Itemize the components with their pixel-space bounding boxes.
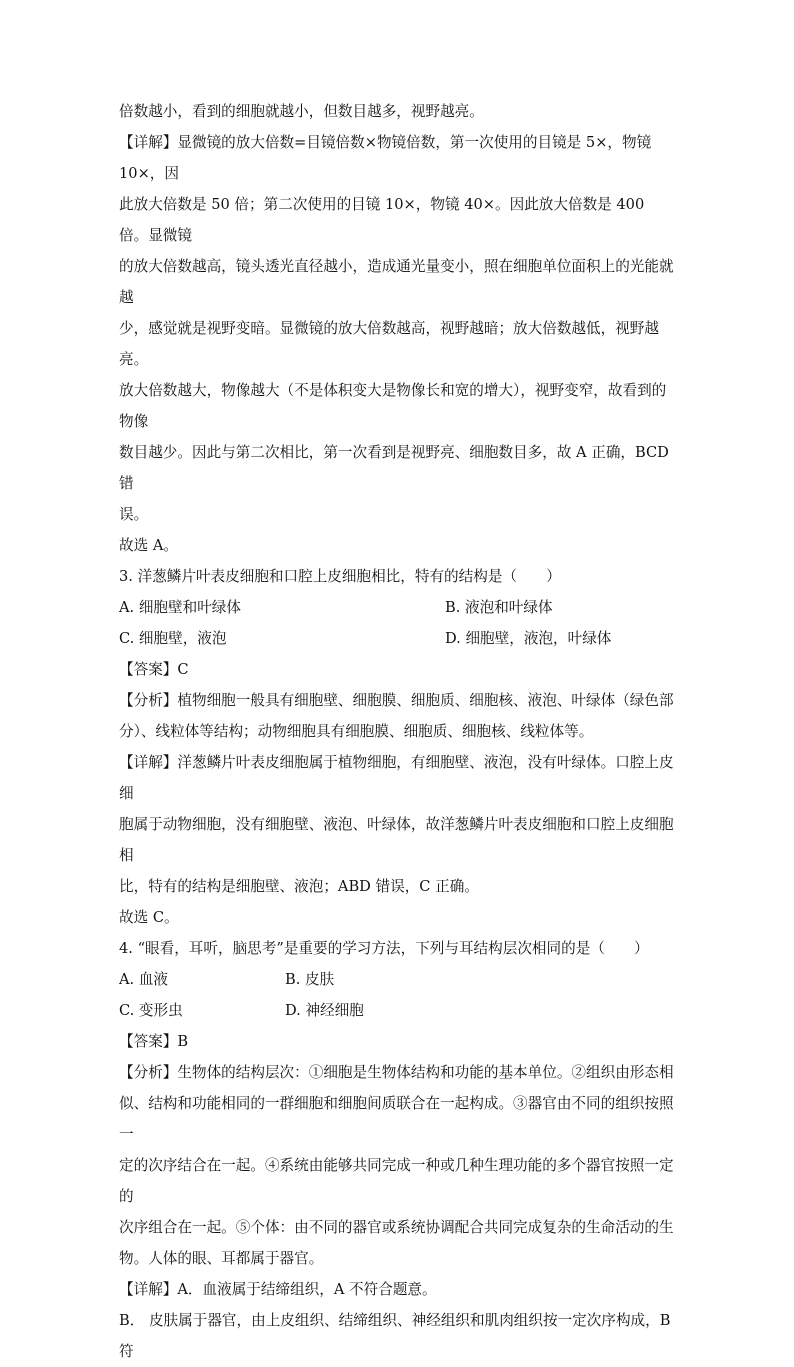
- text-line: 倍数越小，看到的细胞就越小，但数目越多，视野越亮。: [119, 103, 484, 120]
- text-line: 此放大倍数是 50 倍；第二次使用的目镜 10×，物镜 40×。因此放大倍数是 400 倍。显微镜: [119, 196, 645, 244]
- text-line: 数目越少。因此与第二次相比，第一次看到是视野亮、细胞数目多，故 A 正确，BCD 错: [119, 444, 669, 492]
- option-d: D. 神经细胞: [285, 1002, 364, 1019]
- option-c: C. 细胞壁，液泡: [119, 630, 227, 647]
- option-b: B. 皮肤: [285, 971, 335, 988]
- document-page: [119, 96, 675, 1367]
- question-4-options-row-2: [119, 995, 675, 1026]
- text-line: 【分析】生物体的结构层次：①细胞是生物体结构和功能的基本单位。②组织由形态相: [119, 1064, 674, 1081]
- text-line: 故选 A。: [119, 537, 178, 554]
- option-a: A. 细胞壁和叶绿体: [119, 599, 241, 616]
- question-3-stem: 3. 洋葱鳞片叶表皮细胞和口腔上皮细胞相比，特有的结构是（ ）: [119, 568, 561, 585]
- option-a: A. 血液: [119, 971, 169, 988]
- answer-line: 【答案】B: [119, 1033, 189, 1050]
- question-3-options-row-1: [119, 592, 675, 623]
- text-line: 放大倍数越大，物像越大（不是体积变大是物像长和宽的增大），视野变窄，故看到的物像: [119, 382, 667, 430]
- option-c: C. 变形虫: [119, 1002, 183, 1019]
- text-line: B． 皮肤属于器官，由上皮组织、结缔组织、神经组织和肌肉组织按一定次序构成，B 符: [119, 1312, 671, 1360]
- text-line: 比，特有的结构是细胞壁、液泡；ABD 错误，C 正确。: [119, 878, 479, 895]
- text-line: 【分析】植物细胞一般具有细胞壁、细胞膜、细胞质、细胞核、液泡、叶绿体（绿色部: [119, 692, 674, 709]
- option-b: B. 液泡和叶绿体: [445, 599, 553, 616]
- text-line: 【详解】显微镜的放大倍数=目镜倍数×物镜倍数，第一次使用的目镜是 5×，物镜 10×，因: [119, 134, 652, 182]
- text-line: 【详解】洋葱鳞片叶表皮细胞属于植物细胞，有细胞壁、液泡，没有叶绿体。口腔上皮细: [119, 754, 674, 802]
- text-line: 似、结构和功能相同的一群细胞和细胞间质联合在一起构成。③器官由不同的组织按照一: [119, 1095, 674, 1143]
- text-line: 【详解】A．血液属于结缔组织，A 不符合题意。: [119, 1281, 437, 1298]
- text-line: 故选 C。: [119, 909, 179, 926]
- text-line: 定的次序结合在一起。④系统由能够共同完成一种或几种生理功能的多个器官按照一定的: [119, 1157, 674, 1205]
- question-4-stem: 4. “眼看，耳听，脑思考”是重要的学习方法，下列与耳结构层次相同的是（ ）: [119, 940, 649, 957]
- question-4-options-row-1: [119, 964, 675, 995]
- question-3-options-row-2: [119, 623, 675, 654]
- text-line: 分）、线粒体等结构；动物细胞具有细胞膜、细胞质、细胞核、线粒体等。: [119, 723, 594, 740]
- text-line: 胞属于动物细胞，没有细胞壁、液泡、叶绿体，故洋葱鳞片叶表皮细胞和口腔上皮细胞相: [119, 816, 674, 864]
- option-d: D. 细胞壁，液泡，叶绿体: [445, 630, 612, 647]
- text-line: 的放大倍数越高，镜头透光直径越小，造成通光量变小，照在细胞单位面积上的光能就越: [119, 258, 674, 306]
- answer-line: 【答案】C: [119, 661, 189, 678]
- text-line: 误。: [119, 506, 149, 523]
- text-line: 次序组合在一起。⑤个体：由不同的器官或系统协调配合共同完成复杂的生命活动的生: [119, 1219, 674, 1236]
- text-line: 少，感觉就是视野变暗。显微镜的放大倍数越高，视野越暗；放大倍数越低，视野越亮。: [119, 320, 659, 368]
- text-line: 物。人体的眼、耳都属于器官。: [119, 1250, 324, 1267]
